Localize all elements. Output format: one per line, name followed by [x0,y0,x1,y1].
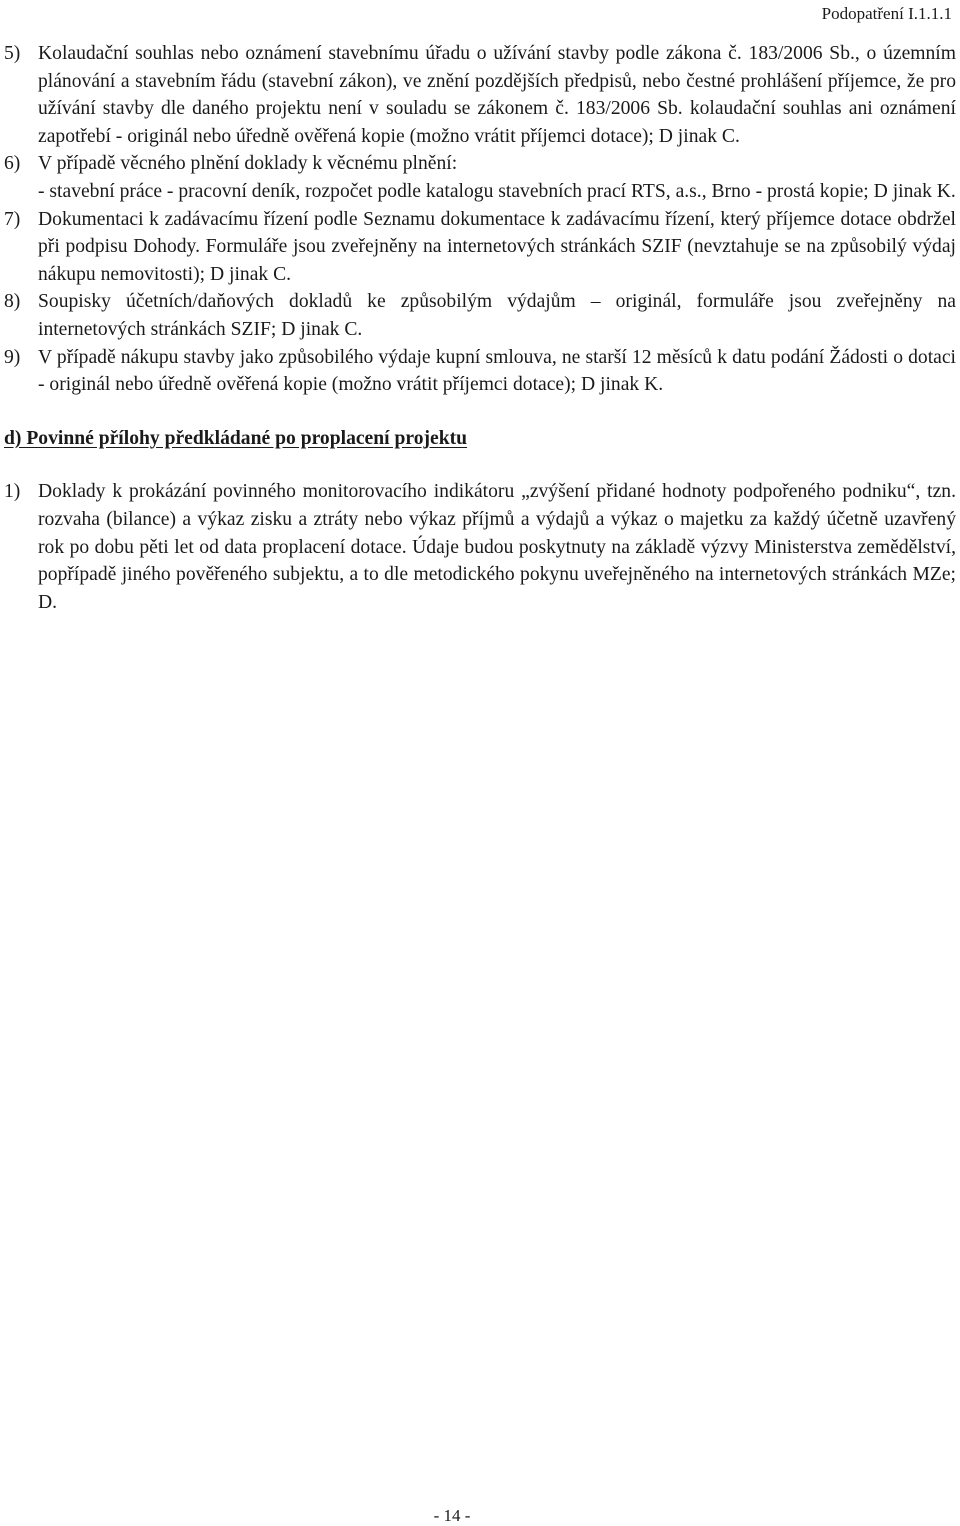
item-subtext: - stavební práce - pracovní deník, rozpočet podle katalogu stavebních prací RTS, a.s., Brno - prostá kopie; D jinak K. [38,180,956,202]
list-item [4,344,956,399]
item-number: 9) [4,346,21,368]
list-item [4,478,956,616]
page-header-label: Podopatření I.1.1.1 [821,4,952,23]
item-number: 8) [4,291,21,313]
item-text: Soupisky účetních/daňových dokladů ke způsobilým výdajům – originál, formuláře jsou zveřejněny na internetových stránkách SZIF; D jinak C. [38,291,956,340]
section-heading: d) Povinné přílohy předkládané po proplacení projektu [4,427,468,449]
item-text: Kolaudační souhlas nebo oznámení stavebnímu úřadu o užívání stavby podle zákona č. 183/2006 Sb., o územním plánování a stavebním řádu (stavební zákon), ve znění pozdějších předpisů, nebo čestné prohlášení příjemce, že pro užívání stavby dle daného projektu není v souladu se zákonem č. 183/2006 Sb. kolaudační souhlas ani oznámení zapotřebí - originál nebo úředně ověřená kopie (možno vrátit příjemci dotace); D jinak C. [38,43,956,147]
page-number: - 14 - [433,1506,471,1525]
item-number: 1) [4,481,21,503]
item-number: 6) [4,153,21,175]
list-item [4,206,956,289]
item-text: Dokumentaci k zadávacímu řízení podle Seznamu dokumentace k zadávacímu řízení, který příjemce dotace obdržel při podpisu Dohody. Formuláře jsou zveřejněny na internetových stránkách SZIF (nevztahuje se na způsobilý výdaj nákupu nemovitosti); D jinak C. [38,208,956,285]
item-number: 7) [4,208,21,230]
item-number: 5) [4,43,21,64]
list-item [4,150,956,205]
list-item [4,288,956,343]
document-body [4,40,956,616]
item-text: V případě věcného plnění doklady k věcnému plnění: [38,153,458,175]
item-text: V případě nákupu stavby jako způsobilého výdaje kupní smlouva, ne starší 12 měsíců k datu podání Žádosti o dotaci - originál nebo úředně ověřená kopie (možno vrátit příjemci dotace); D jinak K. [38,346,956,396]
item-text: Doklady k prokázání povinného monitorovacího indikátoru „zvýšení přidané hodnoty podpořeného podniku“, tzn. rozvaha (bilance) a výkaz zisku a ztráty nebo výkaz příjmů a výdajů a výkaz o majetku za každý účetně uzavřený rok po dobu pěti let od data proplacení dotace. Údaje budou poskytnuty na základě výzvy Ministerstva zemědělství, popřípadě jiného pověřeného subjektu, a to dle metodického pokynu uveřejněného na internetových stránkách MZe; D. [38,481,956,613]
item-body [38,150,956,205]
list-item [4,40,956,150]
